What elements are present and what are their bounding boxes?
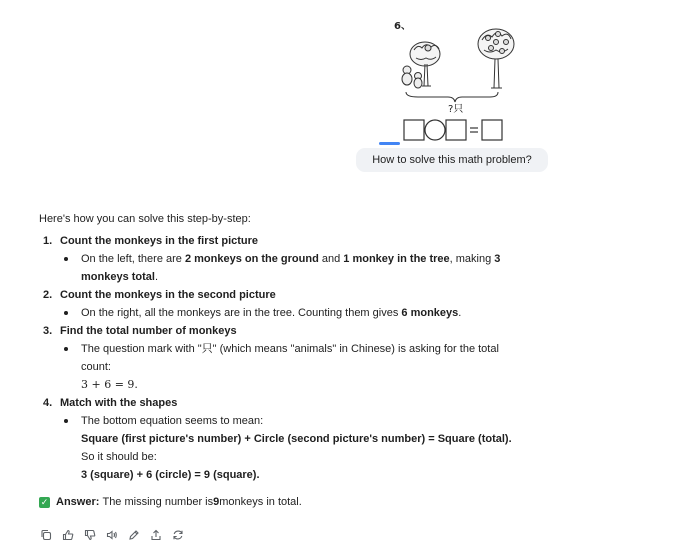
final-answer: ✓ Answer: The missing number is 9 monkeys in total.	[39, 493, 639, 511]
response-actions	[39, 528, 185, 542]
step-item	[39, 232, 639, 286]
step-number: 3.	[43, 325, 53, 337]
step-item	[39, 286, 639, 322]
step-number: 1.	[43, 235, 53, 247]
right-tree-illustration	[478, 29, 514, 88]
step-title: Count the monkeys in the first picture	[60, 235, 259, 247]
answer-number: 9	[213, 496, 220, 508]
step-detail: The question mark with "只" (which means "animals" in Chinese) is asking for the total count: 3 + 6 = 9.	[60, 340, 521, 394]
step-title: Find the total number of monkeys	[60, 325, 237, 337]
response-intro: Here's how you can solve this step-by-step:	[39, 213, 251, 225]
assistant-response	[39, 210, 639, 511]
problem-number: 6、	[394, 21, 411, 32]
regenerate-icon[interactable]	[171, 528, 185, 542]
step-number: 4.	[43, 397, 53, 409]
steps-list	[39, 232, 639, 484]
problem-image[interactable]	[378, 14, 528, 146]
math-expression: 3 + 6 = 9.	[81, 378, 138, 391]
upload-progress-bar	[379, 142, 400, 145]
step-detail: On the left, there are 2 monkeys on the ground and 1 monkey in the tree, making 3 monkeys total.	[60, 250, 521, 286]
step-item	[39, 394, 639, 484]
left-tree-illustration	[402, 42, 440, 88]
filled-equation: 3 (square) + 6 (circle) = 9 (square).	[81, 469, 260, 481]
answer-boxes	[404, 120, 502, 140]
shape-equation: Square (first picture's number) + Circle (second picture's number) = Square (total).	[81, 433, 512, 445]
answer-label: Answer:	[56, 496, 100, 508]
total-bracket	[406, 92, 498, 102]
thumbs-up-icon[interactable]	[61, 528, 75, 542]
copy-icon[interactable]	[39, 528, 53, 542]
thumbs-down-icon[interactable]	[83, 528, 97, 542]
so-text: So it should be:	[81, 451, 157, 463]
step-title: Count the monkeys in the second picture	[60, 289, 276, 301]
question-label: ?只	[448, 104, 464, 115]
step-title: Match with the shapes	[60, 397, 178, 409]
user-message-bubble: How to solve this math problem?	[356, 148, 548, 172]
check-icon: ✓	[40, 496, 49, 507]
step-item	[39, 322, 639, 394]
step-number: 2.	[43, 289, 53, 301]
edit-icon[interactable]	[127, 528, 141, 542]
share-icon[interactable]	[149, 528, 163, 542]
step-detail: The bottom equation seems to mean: Square (first picture's number) + Circle (second picture's number) = Square (total). So it should be: 3 (square) + 6 (circle) = 9 (square).	[60, 412, 551, 484]
step-detail: On the right, all the monkeys are in the tree. Counting them gives 6 monkeys.	[60, 304, 551, 322]
read-aloud-icon[interactable]	[105, 528, 119, 542]
